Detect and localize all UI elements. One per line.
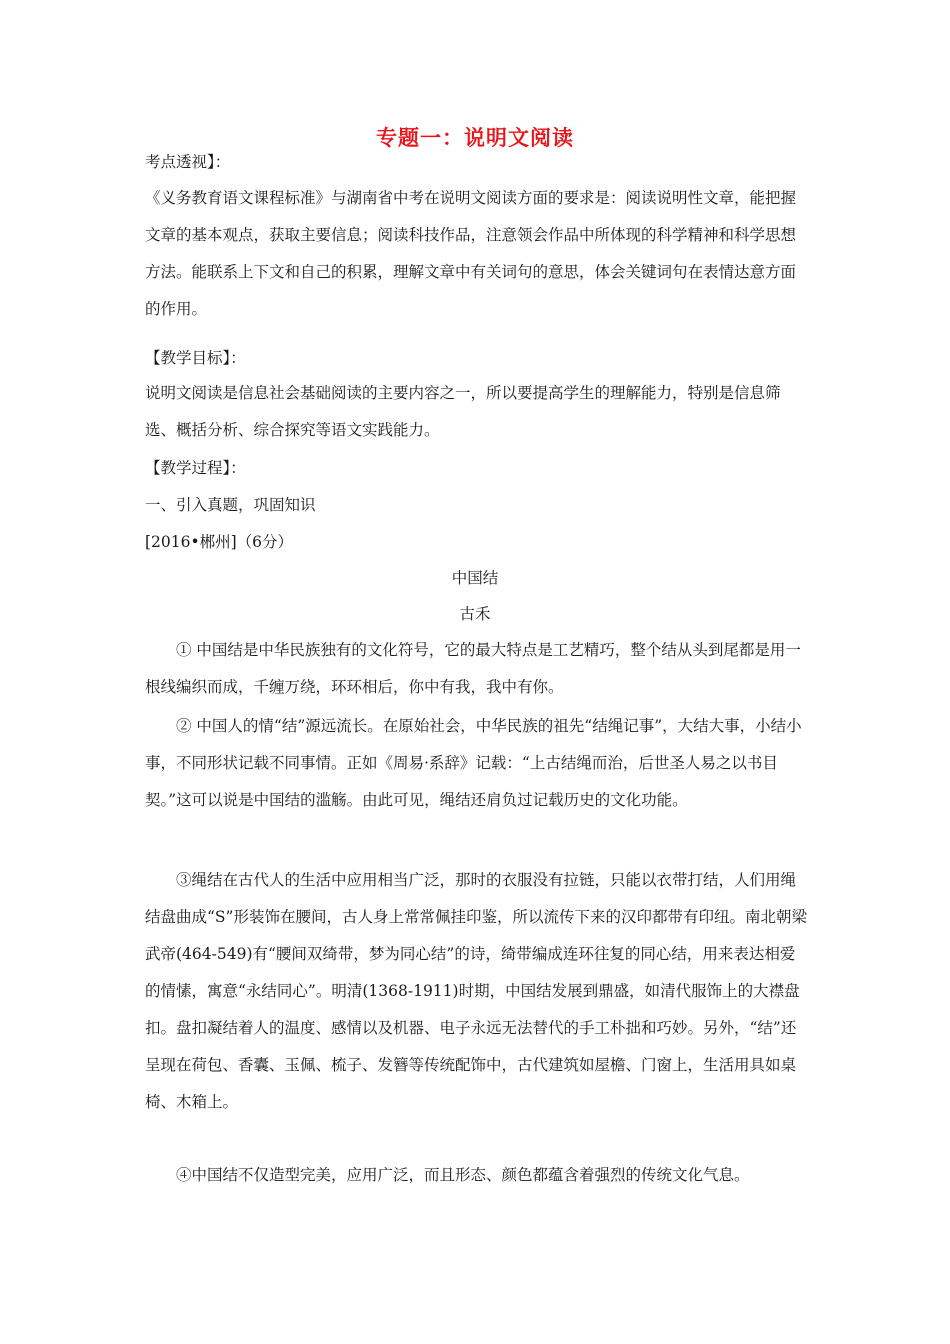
article-author: 古禾	[459, 605, 491, 623]
page-title: 专题一：说明文阅读	[376, 126, 574, 150]
section-heading-guocheng: 【教学过程】：	[145, 459, 246, 477]
paragraph-mubiao: 说明文阅读是信息社会基础阅读的主要内容之一，所以要提高学生的理解能力，特别是信息筛选、概括分析、综合探究等语文实践能力。	[145, 384, 781, 439]
article-paragraph-1: ① 中国结是中华民族独有的文化符号，它的最大特点是工艺精巧，整个结从头到尾都是用一根线编织而成，千缠万绕，环环相后，你中有我，我中有你。	[145, 641, 801, 696]
section-heading-mubiao: 【教学目标】：	[145, 349, 246, 367]
question-source: [2016•郴州]（6分）	[145, 533, 294, 551]
article-title: 中国结	[451, 569, 499, 587]
article-paragraph-3: ③绳结在古代人的生活中应用相当广泛，那时的衣服没有拉链，只能以衣带打结，人们用绳结盘曲成“S”形装饰在腰间，古人身上常常佩挂印鉴，所以流传下来的汉印都带有印纽。南北朝梁武帝(464-549)有“腰间双绮带，梦为同心结”的诗，绮带编成连环往复的同心结，用来表达相爱的情愫，寓意“永结同心”。明清(1368-1911)时期，中国结发展到鼎盛，如清代服饰上的大襟盘扣。盘扣凝结着人的温度、感情以及机器、电子永远无法替代的手工朴拙和巧妙。另外，“结”还呈现在荷包、香囊、玉佩、梳子、发簪等传统配饰中，古代建筑如屋檐、门窗上，生活用具如桌椅、木箱上。	[145, 871, 807, 1111]
article-paragraph-4: ④中国结不仅造型完美，应用广泛，而且形态、颜色都蕴含着强烈的传统文化气息。	[176, 1166, 750, 1184]
step-heading: 一、引入真题，巩固知识	[145, 496, 316, 514]
paragraph-kaodian: 《义务教育语文课程标准》与湖南省中考在说明文阅读方面的要求是：阅读说明性文章，能把握文章的基本观点，获取主要信息；阅读科技作品，注意领会作品中所体现的科学精神和科学思想方法。能联系上下文和自己的积累，理解文章中有关词句的意思，体会关键词句在表情达意方面的作用。	[145, 189, 797, 318]
section-heading-kaodian: 考点透视】：	[145, 153, 231, 171]
article-paragraph-2: ② 中国人的情“结”源远流长。在原始社会，中华民族的祖先“结绳记事”，大结大事，小结小事，不同形状记载不同事情。正如《周易·系辞》记载：“上古结绳而治，后世圣人易之以书目契。”这可以说是中国结的滥觞。由此可见，绳结还肩负过记载历史的文化功能。	[145, 717, 802, 809]
